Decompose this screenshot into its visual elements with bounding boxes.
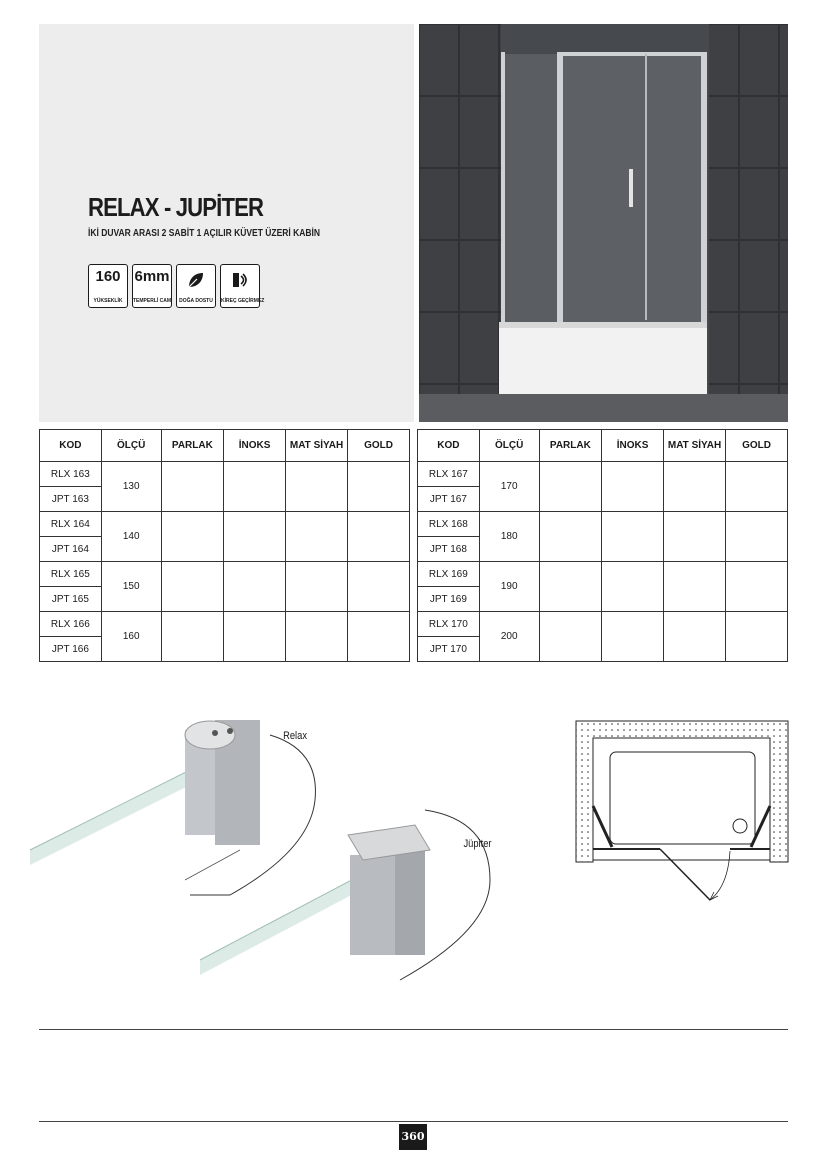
page-number: 360: [399, 1124, 427, 1150]
table-row: [40, 562, 410, 587]
glass-thickness-value: 6mm: [134, 268, 170, 285]
table-header-row: [418, 430, 788, 462]
code-cell: RLX 169: [418, 562, 480, 587]
code-cell: RLX 167: [418, 462, 480, 487]
finish-cell: [664, 612, 726, 662]
feature-badges: [88, 264, 265, 308]
size-cell: 140: [101, 512, 161, 562]
finish-cell: [539, 612, 601, 662]
table-row: [418, 562, 788, 587]
finish-cell: [664, 462, 726, 512]
glass-thickness-badge: [132, 264, 172, 308]
finish-cell: [602, 462, 664, 512]
finish-cell: [348, 612, 410, 662]
finish-cell: [602, 512, 664, 562]
table-row: [418, 462, 788, 487]
eco-leaf-icon: [186, 270, 206, 290]
anti-limescale-icon: [230, 270, 250, 290]
header-parlak: PARLAK: [539, 430, 601, 462]
finish-cell: [224, 462, 286, 512]
table-header-row: [40, 430, 410, 462]
size-cell: 190: [479, 562, 539, 612]
profile-detail-illustration: [30, 690, 530, 1000]
code-cell: RLX 168: [418, 512, 480, 537]
finish-cell: [726, 562, 788, 612]
size-cell: 180: [479, 512, 539, 562]
finish-cell: [664, 562, 726, 612]
finish-cell: [602, 562, 664, 612]
code-cell: JPT 165: [40, 587, 102, 612]
code-cell: JPT 168: [418, 537, 480, 562]
anti-limescale-label: KİREÇ GEÇİRMEZ: [221, 298, 265, 304]
relax-profile-label: Relax: [283, 730, 308, 742]
finish-cell: [161, 512, 223, 562]
spec-table-left: [39, 429, 410, 662]
code-cell: JPT 166: [40, 637, 102, 662]
height-value: 160: [95, 268, 121, 285]
code-cell: JPT 164: [40, 537, 102, 562]
header-inoks: İNOKS: [602, 430, 664, 462]
finish-cell: [664, 512, 726, 562]
table-row: [418, 612, 788, 637]
product-photo: [419, 24, 788, 422]
size-cell: 130: [101, 462, 161, 512]
finish-cell: [161, 462, 223, 512]
header-mat-siyah: MAT SİYAH: [286, 430, 348, 462]
size-cell: 150: [101, 562, 161, 612]
size-cell: 170: [479, 462, 539, 512]
spec-table-right: [417, 429, 788, 662]
header-olcu: ÖLÇÜ: [479, 430, 539, 462]
product-title: RELAX - JUPİTER: [88, 192, 264, 222]
finish-cell: [348, 512, 410, 562]
code-cell: RLX 165: [40, 562, 102, 587]
code-cell: RLX 170: [418, 612, 480, 637]
table-row: [418, 512, 788, 537]
finish-cell: [539, 562, 601, 612]
code-cell: JPT 163: [40, 487, 102, 512]
finish-cell: [286, 462, 348, 512]
header-kod: KOD: [418, 430, 480, 462]
height-label: YÜKSEKLİK: [93, 298, 123, 304]
divider-bottom: [39, 1121, 788, 1122]
finish-cell: [224, 612, 286, 662]
header-inoks: İNOKS: [224, 430, 286, 462]
code-cell: JPT 167: [418, 487, 480, 512]
finish-cell: [539, 462, 601, 512]
finish-cell: [286, 612, 348, 662]
finish-cell: [726, 512, 788, 562]
eco-label: DOĞA DOSTU: [179, 298, 213, 304]
finish-cell: [286, 562, 348, 612]
header-gold: GOLD: [726, 430, 788, 462]
header-olcu: ÖLÇÜ: [101, 430, 161, 462]
finish-cell: [161, 562, 223, 612]
height-badge: [88, 264, 128, 308]
size-cell: 160: [101, 612, 161, 662]
anti-limescale-badge: [220, 264, 265, 308]
product-subtitle: İKİ DUVAR ARASI 2 SABİT 1 AÇILIR KÜVET ÜZERİ KABİN: [88, 228, 321, 239]
header-parlak: PARLAK: [161, 430, 223, 462]
code-cell: JPT 170: [418, 637, 480, 662]
finish-cell: [224, 512, 286, 562]
table-row: [40, 462, 410, 487]
jupiter-profile-label: Jüpiter: [463, 838, 492, 850]
header-kod: KOD: [40, 430, 102, 462]
code-cell: RLX 163: [40, 462, 102, 487]
header-mat-siyah: MAT SİYAH: [664, 430, 726, 462]
table-row: [40, 612, 410, 637]
hero-info-panel: [39, 24, 414, 422]
finish-cell: [726, 462, 788, 512]
table-row: [40, 512, 410, 537]
finish-cell: [348, 562, 410, 612]
finish-cell: [286, 512, 348, 562]
glass-thickness-label: TEMPERLİ CAM: [133, 298, 172, 304]
installation-plan-diagram: [568, 716, 793, 906]
finish-cell: [224, 562, 286, 612]
code-cell: JPT 169: [418, 587, 480, 612]
finish-cell: [726, 612, 788, 662]
divider-top: [39, 1029, 788, 1030]
finish-cell: [539, 512, 601, 562]
finish-cell: [348, 462, 410, 512]
finish-cell: [161, 612, 223, 662]
code-cell: RLX 166: [40, 612, 102, 637]
size-cell: 200: [479, 612, 539, 662]
finish-cell: [602, 612, 664, 662]
code-cell: RLX 164: [40, 512, 102, 537]
header-gold: GOLD: [348, 430, 410, 462]
eco-badge: [176, 264, 216, 308]
